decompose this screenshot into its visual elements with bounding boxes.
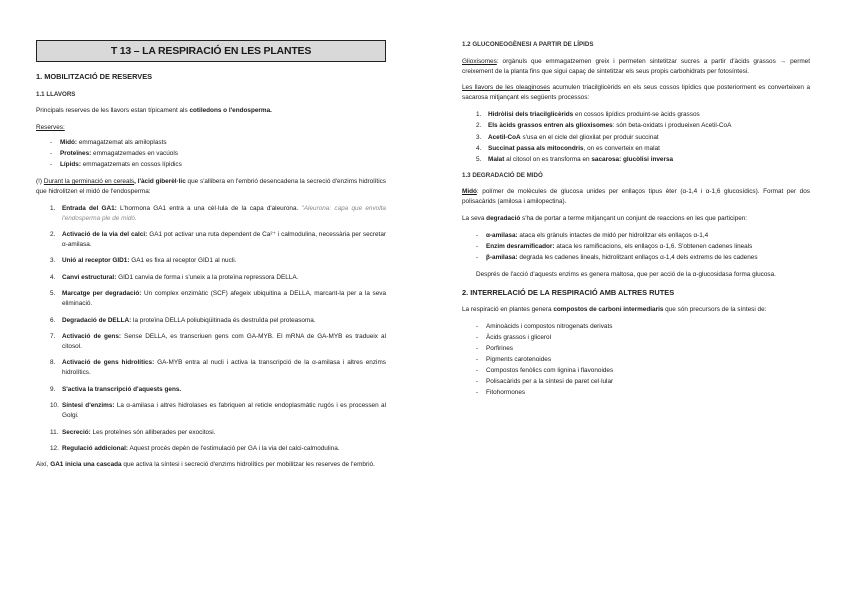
glyoxysome-paragraph: Glioxisomes: orgànuls que emmagatzemen greix i permeten sintetitzar sucres a partir d'àcids grassos → permet creixement de la planta fins que sigui capaç de sintetitzar els seus propis carbohidrats per fotosíntesi. — [462, 57, 810, 75]
list-item: - Pigments carotenoides — [476, 355, 810, 365]
step-item: 1. Hidròlisi dels triacilglicèrids en cossos lipídics produint-se àcids grassos — [476, 111, 700, 119]
step-item: 1. Entrada del GA1: L'hormona GA1 entra a una cèl·lula de la capa d'aleurona. "Aleurona: capa que envolta l'endosperma ple de midó. — [50, 204, 386, 222]
step-item: 5. Marcatge per degradació: Un complex enzimàtic (SCF) afegeix ubiquitina a DELLA, marcant-la per a la seva eliminació. — [50, 290, 387, 308]
oleaginous-paragraph: Les llavors de les oleaginoses acumulen triacilglicèrids en els seus cossos lipídics que posteriorment es converteixen a sacarosa mitjançant els següents processos: — [462, 84, 810, 102]
list-item: - Lípids: emmagatzemats en cossos lípidics — [50, 160, 386, 170]
list-item: - α-amilasa: ataca els grànuls intactes de midó per hidrolitzar els enllaços α-1,4 — [476, 231, 810, 241]
section-1-1-heading: 1.1 LLAVORS — [36, 90, 76, 98]
list-item: - Proteïnes: emmagatzemades en vacúols — [50, 149, 386, 159]
step-item: 6. Degradació de DELLA: la proteïna DELLA poliubiqüitinada és destruïda pel proteasoma. — [50, 316, 316, 324]
step-item: 12. Regulació addicional: Aquest procés depèn de l'estimulació per GA i la via del calci-calmodulina. — [50, 444, 340, 452]
step-item: 7. Activació de gens: Sense DELLA, es transcriuen gens com GA-MYB. El mRNA de GA-MYB es tradueix al citosol. — [50, 333, 387, 351]
section-1-3-heading: 1.3 DEGRADACIÓ DE MIDÓ — [462, 171, 543, 179]
aleurone-note: "Aleurona: capa que envolta l'endosperma ple de midó. — [62, 204, 386, 222]
list-item: - Àcids grassos i glicerol — [476, 333, 810, 343]
degradation-paragraph: La seva degradació s'ha de portar a terme mitjançant un conjunt de reaccions en les que participen: — [462, 215, 748, 223]
list-item: - Enzim desramificador: ataca les ramificacions, els enllaços α-1,6. S'obtenen cadenes lineals — [476, 242, 810, 252]
step-item: 3. Unió al receptor GID1: GA1 es fixa al receptor GID1 al nucli. — [50, 257, 237, 265]
list-item: - Compostos fenòlics com lignina i flavonoides — [476, 366, 810, 376]
section-1-2-heading: 1.2 GLUCONEOGÈNESI A PARTIR DE LÍPIDS — [462, 41, 594, 48]
step-item: 8. Activació de gens hidrolítics: GA-MYB entra al nucli i activa la transcripció de la α-amilasa i altres enzims hidrolítics. — [50, 359, 386, 377]
step-item: 5. Malat al citosol on es transforma en sacarosa: glucòlisi inversa — [476, 155, 674, 163]
step-item: 4. Canvi estructural: GID1 canvia de forma i s'uneix a la proteïna repressora DELLA. — [50, 273, 299, 281]
reserves-label: Reserves: — [36, 124, 65, 132]
list-item: - Polisacàrids per a la síntesi de paret cel·lular — [476, 377, 810, 387]
germination-paragraph: (!) Durant la germinació en cereals, l'àcid giberèl·lic que s'allibera en l'embrió desencadena la secreció d'enzims hidrolítics que hidrolitzen el midó de l'endosperma: — [36, 177, 386, 195]
list-item: - Midó: emmagatzemat als amiloplasts — [50, 138, 386, 148]
right-column — [462, 40, 810, 405]
section-1-heading: 1. MOBILITZACIÓ DE RESERVES — [36, 72, 153, 82]
enzyme-list — [476, 231, 810, 263]
list-item: - Porfirines — [476, 344, 810, 354]
list-item: - Fitohormones — [476, 388, 810, 398]
gluconeogenesis-steps — [476, 110, 810, 164]
precursor-list — [476, 322, 810, 397]
section-2-heading: 2. INTERRELACIÓ DE LA RESPIRACIÓ AMB ALTRES RUTES — [462, 287, 675, 297]
step-item: 10. Síntesi d'enzims: La α-amilasa i altres hidrolases es fabriquen al reticle endoplasmàtic rugós i es processen al Golgi. — [50, 402, 386, 420]
step-item: 11. Secreció: Les proteïnes són alliberades per exocitosi. — [50, 428, 216, 436]
germination-steps — [50, 204, 386, 454]
step-item: 9. S'activa la transcripció d'aquests gens. — [50, 385, 182, 393]
closing-paragraph: Així, GA1 inicia una cascada que activa la síntesi i secreció d'enzims hidrolítics per mobilitzar les reserves de l'embrió. — [36, 461, 375, 469]
section-2-intro: La respiració en plantes genera compostos de carboni intermediaris que són precursors de la síntesi de: — [462, 306, 767, 314]
step-item: 2. Els àcids grassos entren als glioxisomes: són beta-oxidats i produeixen Acetil-CoA — [476, 122, 732, 130]
step-item: 3. Acetil-CoA s'usa en el cicle del glioxilat per produir succinat — [476, 133, 659, 141]
step-item: 4. Succinat passa als mitocondris, on es converteix en malat — [476, 144, 660, 152]
step-item: 2. Activació de la via del calci: GA1 pot activar una ruta dependent de Ca²⁺ i calmodulina, necessària per secretar α-amilasa. — [50, 231, 387, 249]
left-column — [36, 40, 386, 477]
starch-paragraph: Midó: polímer de molècules de glucosa unides per enllaços tipus èter (α-1,4 i α-1,6 glucosídics). Format per dos polisacàrids (amilosa i amilopectina). — [462, 188, 810, 206]
page-title: T 13 – LA RESPIRACIÓ EN LES PLANTES — [36, 40, 386, 62]
list-item: - Aminoàcids i compostos nitrogenats derivats — [476, 322, 810, 332]
seeds-intro: Principals reserves de les llavors estan típicament als cotiledons o l'endosperma. — [36, 107, 272, 115]
maltose-paragraph: Després de l'acció d'aquests enzims es genera maltosa, que per acció de la α-glucosidasa forma glucosa. — [476, 270, 776, 278]
reserves-list — [50, 138, 386, 170]
list-item: - β-amilasa: degrada les cadenes lineals, hidrolitzant enllaços α-1,4 dels extrems de les cadenes — [476, 253, 810, 263]
